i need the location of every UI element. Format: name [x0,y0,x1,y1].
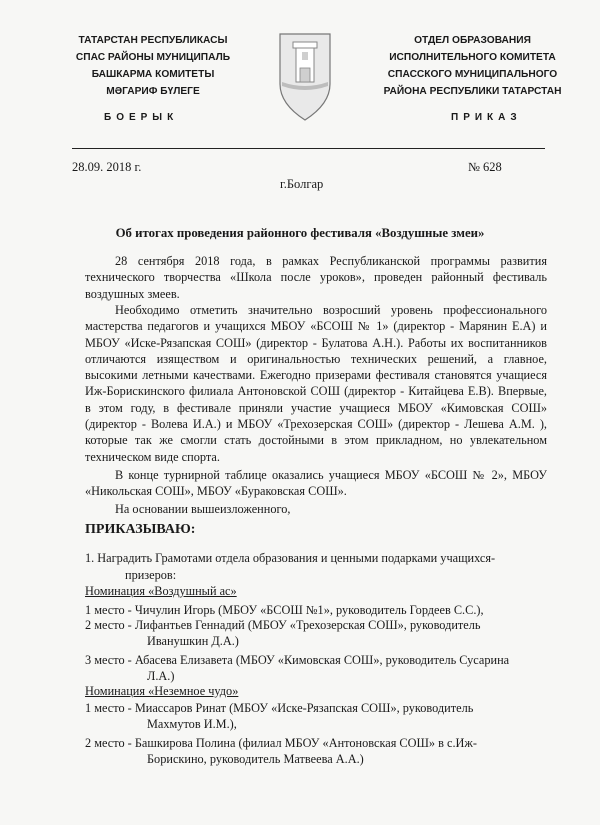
order-heading: ПРИКАЗЫВАЮ: [85,522,196,537]
prize-text-continuation: Л.А.) [147,669,175,684]
nomination-heading: Номинация «Неземное чудо» [85,684,239,698]
header-left-line: СПАС РАЙОНЫ МУНИЦИПАЛЬ [75,52,231,63]
paragraph: 28 сентября 2018 года, в рамках Республиканской программы развития технического творчества «Школа после уроков», проведен районный фестиваль воздушных змеев. [85,254,547,301]
prize-text: 2 место - Башкирова Полина (филиал МБОУ «Антоновская СОШ» в с.Иж- [85,736,478,750]
prize-line [85,617,547,650]
prize-text-continuation: Махмутов И.М.), [147,717,237,732]
prize-line [85,700,547,733]
prize-text: 1 место - Чичулин Игорь (МБОУ «БСОШ №1», руководитель Гордеев С.С.), [85,603,484,617]
prize-text: 3 место - Абасева Елизавета (МБОУ «Кимовская СОШ», руководитель Сусарина [85,653,510,667]
paragraph: В конце турнирной таблице оказались учащиеся МБОУ «БСОШ № 2», МБОУ «Никольская СОШ», МБОУ «Бураковская СОШ». [85,468,547,499]
coat-of-arms-emblem [276,32,334,122]
doc-type-tatar: БОЕРЫК [104,112,179,123]
order-item-text: 1. Наградить Грамотами отдела образования и ценными подарками учащихся- [85,551,496,565]
header-right-line: ОТДЕЛ ОБРАЗОВАНИЯ [414,35,531,46]
order-item-continuation: призеров: [125,568,177,582]
header-left-line: МӘГАРИФ БҮЛЕГЕ [106,86,200,97]
header-left-line: ТАТАРСТАН РЕСПУБЛИКАСЫ [78,35,228,46]
order-date: 28.09. 2018 г. [72,160,142,174]
prize-line [85,735,547,768]
header-right-block [365,32,580,100]
prize-line [85,652,547,685]
order-item [85,550,545,584]
nomination-heading: Номинация «Воздушный ас» [85,584,237,598]
header-right-line: ИСПОЛНИТЕЛЬНОГО КОМИТЕТА [389,52,556,63]
prize-text-continuation: Борискино, руководитель Матвеева А.А.) [147,752,364,767]
header-left-block [58,32,248,100]
paragraph: Необходимо отметить значительно возросший уровень профессионального мастерства педагогов и учащихся МБОУ «БСОШ № 1» (директор - Марянин Е.А) и МБОУ «Иске-Рязапская СОШ» (директор - Булатова А.Н.). Работы их воспитанников отличаются изяществом и оригинальностью технических решений, а главное, высокими летными качествами. Ежегодно призерами фестиваля становятся учащиеся Иж-Борискинского филиала Антоновской СОШ (директор - Китайцева Е.В). Впервые, в этом году, в фестивале приняли участие учащиеся МБОУ «Кимовская СОШ» (директор - Волева И.А.) и МБОУ «Трехозерская СОШ» (директор - Лешева А.М. ), которые так же смогли стать достойными в этом прикладном, но увлекательном техническом виде спорта. [85,303,547,464]
order-number: № 628 [468,160,502,174]
document-title: Об итогах проведения районного фестиваля «Воздушные змеи» [115,226,485,240]
header-divider [72,148,545,149]
paragraph: На основании вышеизложенного, [115,502,291,516]
prize-line [85,602,547,618]
prize-text-continuation: Иванушкин Д.А.) [147,634,239,649]
prize-text: 1 место - Миассаров Ринат (МБОУ «Иске-Рязапская СОШ», руководитель [85,701,474,715]
header-right-line: СПАССКОГО МУНИЦИПАЛЬНОГО [387,69,558,80]
header-right-line: РАЙОНА РЕСПУБЛИКИ ТАТАРСТАН [383,86,562,97]
header-left-line: БАШКАРМА КОМИТЕТЫ [91,69,215,80]
doc-type-russian: ПРИКАЗ [451,112,522,123]
prize-text: 2 место - Лифантьев Геннадий (МБОУ «Трехозерская СОШ», руководитель [85,618,481,632]
city: г.Болгар [280,177,324,191]
